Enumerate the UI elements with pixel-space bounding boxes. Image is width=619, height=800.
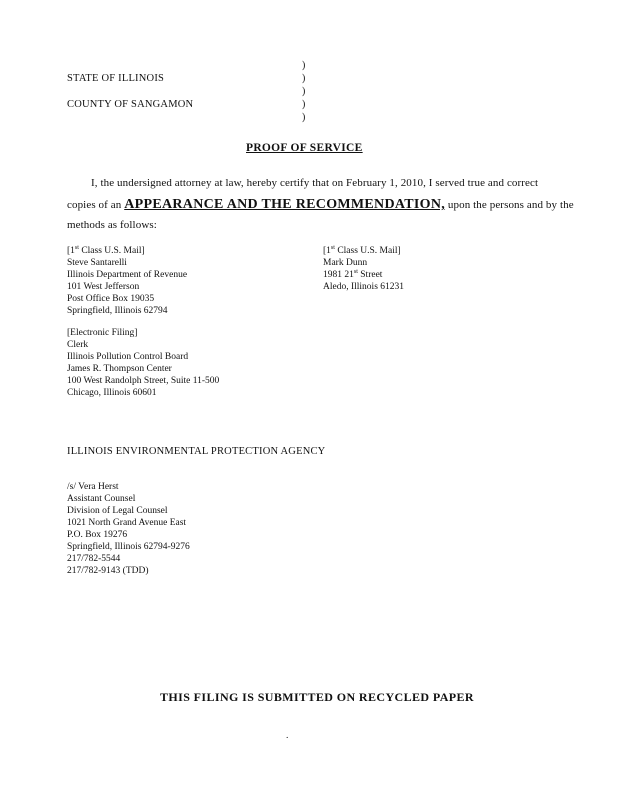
- body-line-2-suffix: upon the persons and by the: [447, 199, 574, 211]
- caption-paren: ): [302, 60, 306, 71]
- agency-line: P.O. Box 19276: [67, 530, 128, 540]
- caption-state: STATE OF ILLINOIS: [67, 73, 165, 84]
- body-line-1: I, the undersigned attorney at law, hereby certify that on February 1, 2010, I served true and correct: [91, 177, 539, 189]
- agency-phone: 217/782-5544: [67, 554, 121, 564]
- recipient-left-method: [1st Class U.S. Mail]: [67, 244, 145, 256]
- recipient-electronic-line: Illinois Pollution Control Board: [67, 352, 189, 362]
- recipient-right-line: Mark Dunn: [323, 258, 368, 268]
- agency-line: Division of Legal Counsel: [67, 506, 168, 516]
- recipient-left-line: 101 West Jefferson: [67, 282, 140, 292]
- recipient-electronic: [67, 327, 219, 399]
- agency-line: Springfield, Illinois 62794-9276: [67, 542, 190, 552]
- agency-signature-block: [67, 481, 190, 577]
- agency-tdd: 217/782-9143 (TDD): [67, 566, 149, 576]
- agency-line: Assistant Counsel: [67, 494, 136, 504]
- caption-paren: ): [302, 99, 306, 110]
- caption-paren: ): [302, 73, 306, 84]
- recipient-right-street: 1981 21st Street: [323, 268, 383, 280]
- page-mark: .: [286, 731, 289, 741]
- recipient-left-line: Illinois Department of Revenue: [67, 270, 188, 280]
- caption-paren: ): [302, 86, 306, 97]
- body-line-2-prefix: copies of an: [67, 199, 122, 211]
- agency-line: 1021 North Grand Avenue East: [67, 518, 187, 528]
- caption-paren: ): [302, 112, 306, 123]
- recipient-right-method: [1st Class U.S. Mail]: [323, 244, 401, 256]
- recipient-electronic-line: James R. Thompson Center: [67, 364, 172, 374]
- page-title: PROOF OF SERVICE: [246, 142, 363, 154]
- recipient-right: [323, 245, 404, 293]
- agency-name: ILLINOIS ENVIRONMENTAL PROTECTION AGENCY: [67, 446, 326, 457]
- recipient-electronic-line: 100 West Randolph Street, Suite 11-500: [67, 376, 220, 386]
- recipient-electronic-line: Chicago, Illinois 60601: [67, 388, 157, 398]
- recipient-left-line: Steve Santarelli: [67, 258, 127, 268]
- recipient-electronic-method: [Electronic Filing]: [67, 328, 138, 338]
- body-line-2: [67, 197, 574, 213]
- recipient-right-line: Aledo, Illinois 61231: [323, 282, 405, 292]
- caption-county: COUNTY OF SANGAMON: [67, 99, 194, 110]
- agency-signature: /s/ Vera Herst: [67, 482, 119, 492]
- recipient-left: [67, 245, 187, 317]
- recipient-left-line: Post Office Box 19035: [67, 294, 155, 304]
- recipient-electronic-line: Clerk: [67, 340, 89, 350]
- recipient-left-line: Springfield, Illinois 62794: [67, 306, 168, 316]
- recycled-paper-notice: THIS FILING IS SUBMITTED ON RECYCLED PAPER: [160, 690, 474, 704]
- body-line-3: methods as follows:: [67, 219, 157, 231]
- document-names: APPEARANCE AND THE RECOMMENDATION,: [124, 197, 446, 212]
